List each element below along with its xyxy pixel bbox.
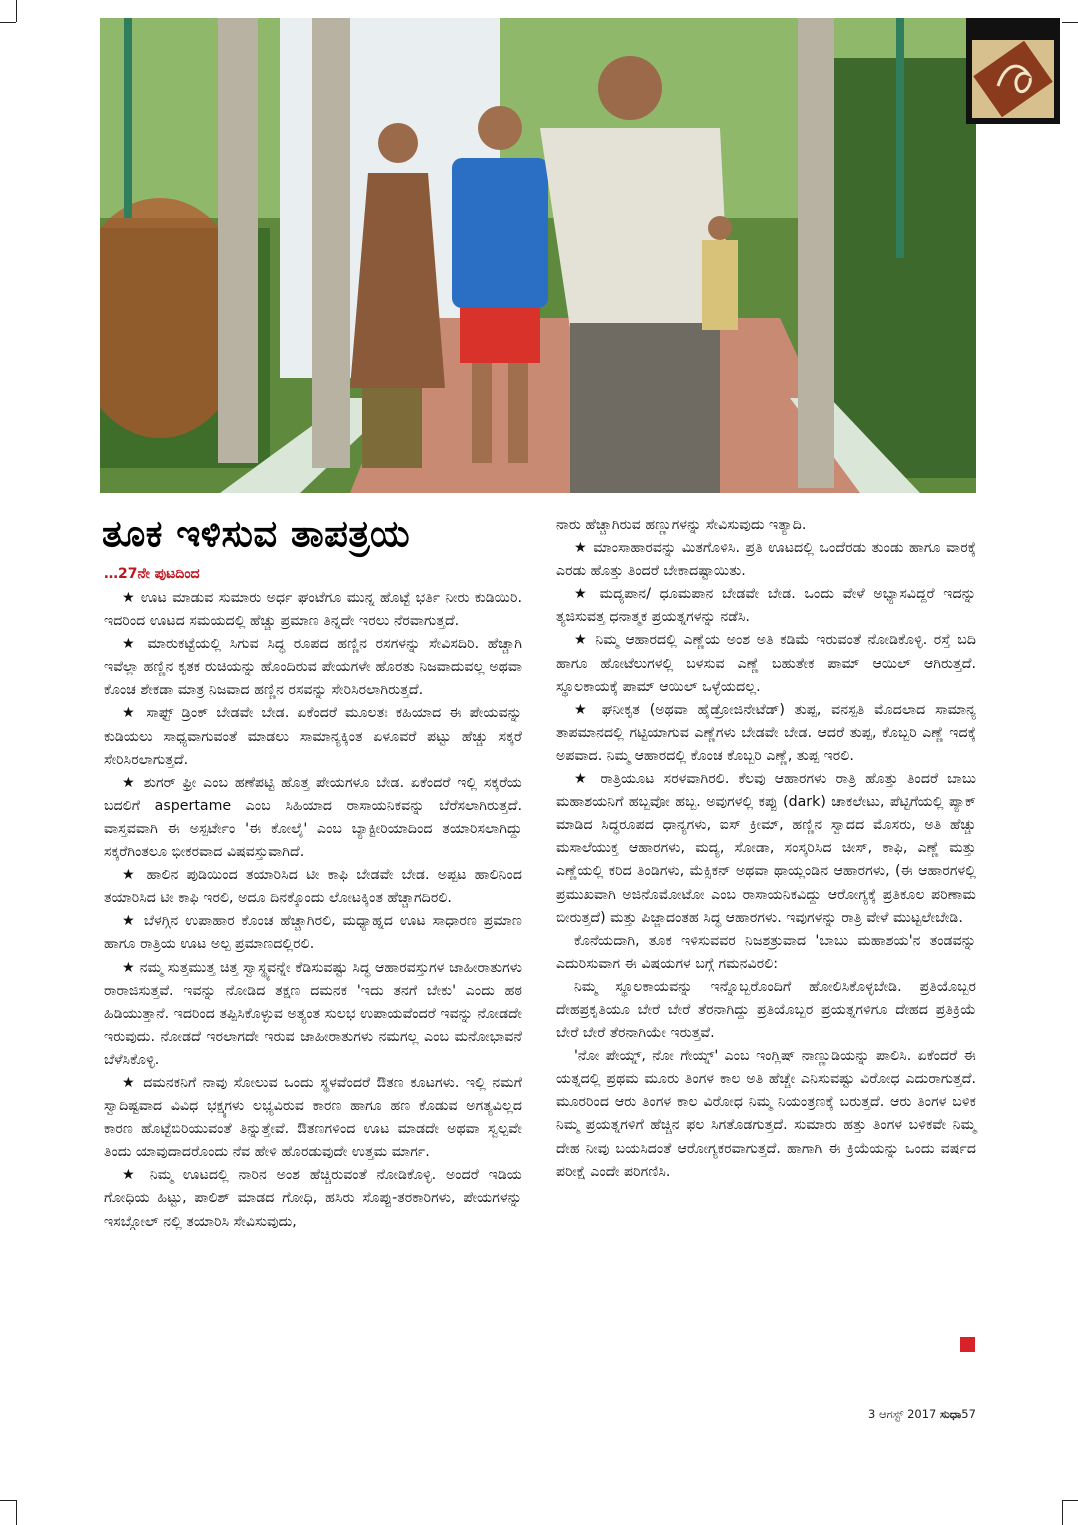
paragraph: ★ ನಿಮ್ಮ ಊಟದಲ್ಲಿ ನಾರಿನ ಅಂಶ ಹೆಚ್ಚಿರುವಂತೆ ನೋಡಿಕೊಳ್ಳಿ. ಅಂದರೆ ಇಡಿಯ ಗೋಧಿಯ ಹಿಟ್ಟು, ಪಾಲಿಶ್ ಮಾಡದ ಗೋಧಿ, ಹಸಿರು ಸೊಪ್ಪು-ತರಕಾರಿಗಳು, ಪೇಯಗಳನ್ನು ಇಸಬ್ಗೋಲ್ ನಲ್ಲಿ ತಯಾರಿಸಿ ಸೇವಿಸುವುದು, — [104, 1167, 522, 1230]
paragraph: ನಾರು ಹೆಚ್ಚಾಗಿರುವ ಹಣ್ಣುಗಳನ್ನು ಸೇವಿಸುವುದು ಇತ್ಯಾದಿ. — [556, 517, 807, 533]
hero-photo — [100, 18, 976, 493]
paragraph: 'ನೋ ಪೇಯ್ನ್, ನೋ ಗೇಯ್ನ್' ಎಂಬ ಇಂಗ್ಲಿಷ್ ನಾಣ್ಣುಡಿಯನ್ನು ಪಾಲಿಸಿ. ಏಕೆಂದರೆ ಈ ಯತ್ನದಲ್ಲಿ ಪ್ರಥಮ ಮೂರು ತಿಂಗಳ ಕಾಲ ಅತಿ ಹೆಚ್ಚೇ ಎನಿಸುವಷ್ಟು ವಿರೋಧ ಎದುರಾಗುತ್ತದೆ. ಮೂರರಿಂದ ಆರು ತಿಂಗಳ ಕಾಲ ವಿರೋಧ ನಿಮ್ಮ ನಿಯಂತ್ರಣಕ್ಕೆ ಬರುತ್ತದೆ. ಆರು ತಿಂಗಳ ಬಳಿಕ ನಿಮ್ಮ ಪ್ರಯತ್ನಗಳಿಗೆ ಹೆಚ್ಚಿನ ಫಲ ಸಿಗತೊಡಗುತ್ತದೆ. ಸುಮಾರು ಹತ್ತು ತಿಂಗಳ ಬಳಿಕವೇ ನಿಮ್ಮ ದೇಹ ನೀವು ಬಯಸಿದಂತೆ ಆರೋಗ್ಯಕರವಾಗುತ್ತದೆ. ಹಾಗಾಗಿ ಈ ಕ್ರಿಯೆಯನ್ನು ಒಂದು ವರ್ಷದ ಪರೀಕ್ಷೆ ಎಂದೇ ಪರಿಗಣಿಸಿ. — [556, 1048, 976, 1180]
magazine-logo-icon — [972, 40, 1054, 118]
paragraph: ★ ನಮ್ಮ ಸುತ್ತಮುತ್ತ ಚಿತ್ತ ಸ್ವಾಸ್ಥ್ಯವನ್ನೇ ಕೆಡಿಸುವಷ್ಟು ಸಿದ್ಧ ಆಹಾರವಸ್ತುಗಳ ಜಾಹೀರಾತುಗಳು ರಾರಾಜಿಸುತ್ತವೆ. ಇವನ್ನು ನೋಡಿದ ತಕ್ಷಣ ದಮನಕ 'ಇದು ತನಗೆ ಬೇಕು' ಎಂದು ಹಠ ಹಿಡಿಯುತ್ತಾನೆ. ಇದರಿಂದ ತಪ್ಪಿಸಿಕೊಳ್ಳುವ ಅತ್ಯಂತ ಸುಲಭ ಉಪಾಯವೆಂದರೆ ಇವನ್ನು ನೋಡದೇ ಇರುವುದು. ನೋಡದೆ ಇರಲಾಗದೇ ಇರುವ ಜಾಹೀರಾತುಗಳು ನಮಗಲ್ಲ ಎಂಬ ಮನೋಭಾವನೆ ಬೆಳೆಸಿಕೊಳ್ಳಿ. — [104, 959, 522, 1068]
paragraph: ★ ರಾತ್ರಿಯೂಟ ಸರಳವಾಗಿರಲಿ. ಕೆಲವು ಆಹಾರಗಳು ರಾತ್ರಿ ಹೊತ್ತು ತಿಂದರೆ ಬಾಬು ಮಹಾಶಯನಿಗೆ ಹಬ್ಬವೋ ಹಬ್ಬ. ಅವುಗಳಲ್ಲಿ ಕಪ್ಪು (dark) ಚಾಕಲೇಟು, ಪೆಟ್ಟಿಗೆಯಲ್ಲಿ ಪ್ಯಾಕ್ ಮಾಡಿದ ಸಿದ್ಧರೂಪದ ಧಾನ್ಯಗಳು, ಐಸ್ ಕ್ರೀಮ್, ಹಣ್ಣಿನ ಸ್ವಾದದ ಮೊಸರು, ಅತಿ ಹೆಚ್ಚು ಮಸಾಲೆಯುಕ್ತ ಆಹಾರಗಳು, ಮದ್ಯ, ಸೋಡಾ, ಸಂಸ್ಕರಿಸಿದ ಚೀಸ್, ಕಾಫಿ, ಎಣ್ಣೆ ಮತ್ತು ಎಣ್ಣೆಯಲ್ಲಿ ಕರಿದ ತಿಂಡಿಗಳು, ಮೆಕ್ಸಿಕನ್ ಅಥವಾ ಥಾಯ್ಲಂಡಿನ ಆಹಾರಗಳು, (ಈ ಆಹಾರಗಳಲ್ಲಿ ಪ್ರಮುಖವಾಗಿ ಅಜಿನೊಮೋಟೋ ಎಂಬ ರಾಸಾಯನಿಕವಿದ್ದು ಆರೋಗ್ಯಕ್ಕೆ ಪ್ರತಿಕೂಲ ಪರಿಣಾಮ ಬೀರುತ್ತದೆ) ಮತ್ತು ಪಿಜ್ಜಾದಂತಹ ಸಿದ್ಧ ಆಹಾರಗಳು. ಇವುಗಳನ್ನು ರಾತ್ರಿ ವೇಳೆ ಮುಟ್ಟಲೇಬೇಡಿ. — [556, 771, 976, 926]
crop-mark-top-left-v — [16, 0, 17, 22]
article-column-left — [104, 587, 522, 1234]
paragraph: ★ ಘನೀಕೃತ (ಅಥವಾ ಹೈಡ್ರೋಜಿನೇಟೆಡ್) ತುಪ್ಪ, ವನಸ್ಪತಿ ಮೊದಲಾದ ಸಾಮಾನ್ಯ ತಾಪಮಾನದಲ್ಲಿ ಗಟ್ಟಿಯಾಗುವ ಎಣ್ಣೆಗಳು ಬೇಡವೇ ಬೇಡ. ಆದರೆ ತುಪ್ಪ, ಕೊಬ್ಬರಿ ಎಣ್ಣೆ ಇದಕ್ಕೆ ಅಪವಾದ. ನಿಮ್ಮ ಆಹಾರದಲ್ಲಿ ಕೊಂಚ ಕೊಬ್ಬರಿ ಎಣ್ಣೆ, ತುಪ್ಪ ಇರಲಿ. — [556, 701, 976, 764]
paragraph: ★ ಶುಗರ್ ಫ್ರೀ ಎಂಬ ಹಣೆಪಟ್ಟಿ ಹೊತ್ತ ಪೇಯಗಳೂ ಬೇಡ. ಏಕೆಂದರೆ ಇಲ್ಲಿ ಸಕ್ಕರೆಯ ಬದಲಿಗೆ aspertame ಎಂಬ ಸಿಹಿಯಾದ ರಾಸಾಯನಿಕವನ್ನು ಬೆರೆಸಲಾಗಿರುತ್ತದೆ. ವಾಸ್ತವವಾಗಿ ಈ ಅಸ್ಪರ್ಟೇಂ 'ಈ ಕೋಲೈ' ಎಂಬ ಬ್ಯಾಕ್ಟೀರಿಯಾದಿಂದ ತಯಾರಿಸಲಾಗಿದ್ದು ಸಕ್ಕರೆಗಿಂತಲೂ ಭೀಕರವಾದ ವಿಷವಸ್ತುವಾಗಿದೆ. — [104, 774, 522, 861]
crop-mark-top-left — [0, 22, 16, 23]
paragraph: ★ ಮದ್ಯಪಾನ/ ಧೂಮಪಾನ ಬೇಡವೇ ಬೇಡ. ಒಂದು ವೇಳೆ ಅಭ್ಯಾಸವಿದ್ದರೆ ಇದನ್ನು ತ್ಯಜಿಸುವತ್ತ ಧನಾತ್ಮಕ ಪ್ರಯತ್ನಗಳನ್ನು ನಡೆಸಿ. — [556, 586, 976, 626]
crop-mark-bottom-right-v — [1062, 1500, 1063, 1525]
article-end-mark — [960, 1337, 975, 1352]
paragraph: ★ ನಿಮ್ಮ ಆಹಾರದಲ್ಲಿ ಎಣ್ಣೆಯ ಅಂಶ ಅತಿ ಕಡಿಮೆ ಇರುವಂತೆ ನೋಡಿಕೊಳ್ಳಿ. ರಸ್ತೆ ಬದಿ ಹಾಗೂ ಹೋಟೆಲುಗಳಲ್ಲಿ ಬಳಸುವ ಎಣ್ಣೆ ಬಹುತೇಕ ಪಾಮ್ ಆಯಿಲ್ ಆಗಿರುತ್ತದೆ. ಸ್ಥೂಲಕಾಯಕ್ಕೆ ಪಾಮ್ ಆಯಿಲ್ ಒಳ್ಳೆಯದಲ್ಲ. — [556, 632, 976, 695]
page-footer — [868, 1407, 976, 1422]
paragraph: ★ ಊಟ ಮಾಡುವ ಸುಮಾರು ಅರ್ಧ ಘಂಟೆಗೂ ಮುನ್ನ ಹೊಟ್ಟೆ ಭರ್ತಿ ನೀರು ಕುಡಿಯಿರಿ. ಇದರಿಂದ ಊಟದ ಸಮಯದಲ್ಲಿ ಹೆಚ್ಚು ಪ್ರಮಾಣ ತಿನ್ನದೇ ಇರಲು ನೆರವಾಗುತ್ತದೆ. — [104, 590, 522, 630]
photo-illustration — [100, 18, 976, 493]
footer-magazine-name: ಸುಧಾ — [940, 1407, 962, 1421]
paragraph: ★ ದಮನಕನಿಗೆ ನಾವು ಸೋಲುವ ಒಂದು ಸ್ಥಳವೆಂದರೆ ಔತಣ ಕೂಟಗಳು. ಇಲ್ಲಿ ನಮಗೆ ಸ್ವಾದಿಷ್ಟವಾದ ವಿವಿಧ ಭಕ್ಷ್ಯಗಳು ಲಭ್ಯವಿರುವ ಕಾರಣ ಹಾಗೂ ಹಣ ಕೊಡುವ ಅಗತ್ಯವಿಲ್ಲದ ಕಾರಣ ಹೊಟ್ಟೆಬಿರಿಯುವಂತೆ ತಿನ್ನುತ್ತೇವೆ. ಔತಣಗಳಿಂದ ಊಟ ಮಾಡದೇ ಅಥವಾ ಸ್ವಲ್ಪವೇ ತಿಂದು ಯಾವುದಾದರೊಂದು ನೆವ ಹೇಳಿ ಹೊರಡುವುದೇ ಉತ್ತಮ ಮಾರ್ಗ. — [104, 1074, 522, 1161]
footer-date: 3 ಆಗಸ್ಟ್ 2017 — [868, 1407, 937, 1421]
crop-mark-bottom-left-v — [16, 1500, 17, 1525]
paragraph: ★ ಮಾಂಸಾಹಾರವನ್ನು ಮಿತಗೊಳಿಸಿ. ಪ್ರತಿ ಊಟದಲ್ಲಿ ಒಂದೆರಡು ತುಂಡು ಹಾಗೂ ವಾರಕ್ಕೆ ಎರಡು ಹೊತ್ತು ತಿಂದರೆ ಬೇಕಾದಷ್ಟಾಯಿತು. — [556, 540, 976, 580]
paragraph: ★ ಸಾಫ್ಟ್ ಡ್ರಿಂಕ್ ಬೇಡವೇ ಬೇಡ. ಏಕೆಂದರೆ ಮೂಲತಃ ಕಹಿಯಾದ ಈ ಪೇಯವನ್ನು ಕುಡಿಯಲು ಸಾಧ್ಯವಾಗುವಂತೆ ಮಾಡಲು ಸಾಮಾನ್ಯಕ್ಕಿಂತ ಏಳೂವರೆ ಪಟ್ಟು ಹೆಚ್ಚು ಸಕ್ಕರೆ ಸೇರಿಸಿರಲಾಗುತ್ತದೆ. — [104, 705, 522, 768]
paragraph: ಕೊನೆಯದಾಗಿ, ತೂಕ ಇಳಿಸುವವರ ನಿಜಶತ್ರುವಾದ 'ಬಾಬು ಮಹಾಶಯ'ನ ತಂಡವನ್ನು ಎದುರಿಸುವಾಗ ಈ ವಿಷಯಗಳ ಬಗ್ಗೆ ಗಮನವಿರಲಿ: — [556, 932, 976, 972]
paragraph: ★ ಬೆಳಗ್ಗಿನ ಉಪಾಹಾರ ಕೊಂಚ ಹೆಚ್ಚಾಗಿರಲಿ, ಮಧ್ಯಾಹ್ನದ ಊಟ ಸಾಧಾರಣ ಪ್ರಮಾಣ ಹಾಗೂ ರಾತ್ರಿಯ ಊಟ ಅಲ್ಪ ಪ್ರಮಾಣದಲ್ಲಿರಲಿ. — [104, 913, 522, 953]
page-number: 57 — [961, 1407, 976, 1421]
paragraph: ★ ಹಾಲಿನ ಪುಡಿಯಿಂದ ತಯಾರಿಸಿದ ಟೀ ಕಾಫಿ ಬೇಡವೇ ಬೇಡ. ಅಪ್ಪಟ ಹಾಲಿನಿಂದ ತಯಾರಿಸಿದ ಟೀ ಕಾಫಿ ಇರಲಿ, ಅದೂ ದಿನಕ್ಕೊಂದು ಲೋಟಕ್ಕಿಂತ ಹೆಚ್ಚಾಗದಿರಲಿ. — [104, 867, 522, 907]
continued-from-label: …27ನೇ ಪುಟದಿಂದ — [104, 566, 200, 582]
crop-mark-top-right — [1062, 22, 1078, 23]
paragraph: ★ ಮಾರುಕಟ್ಟೆಯಲ್ಲಿ ಸಿಗುವ ಸಿದ್ಧ ರೂಪದ ಹಣ್ಣಿನ ರಸಗಳನ್ನು ಸೇವಿಸದಿರಿ. ಹೆಚ್ಚಾಗಿ ಇವೆಲ್ಲಾ ಹಣ್ಣಿನ ಕೃತಕ ರುಚಿಯನ್ನು ಹೊಂದಿರುವ ಪೇಯಗಳೇ ಹೊರತು ನಿಜವಾದುವಲ್ಲ ಅಥವಾ ಕೊಂಚ ಶೇಕಡಾ ಮಾತ್ರ ನಿಜವಾದ ಹಣ್ಣಿನ ರಸವನ್ನು ಸೇರಿಸಿರಲಾಗಿರುತ್ತದೆ. — [104, 636, 522, 699]
magazine-logo — [966, 18, 1060, 124]
crop-mark-bottom-right — [1062, 1500, 1078, 1501]
crop-mark-bottom-left — [0, 1500, 16, 1501]
article-column-right — [556, 514, 976, 1184]
article-title: ತೂಕ ಇಳಿಸುವ ತಾಪತ್ರಯ — [102, 512, 411, 555]
paragraph: ನಿಮ್ಮ ಸ್ಥೂಲಕಾಯವನ್ನು ಇನ್ನೊಬ್ಬರೊಂದಿಗೆ ಹೋಲಿಸಿಕೊಳ್ಳಬೇಡಿ. ಪ್ರತಿಯೊಬ್ಬರ ದೇಹಪ್ರಕೃತಿಯೂ ಬೇರೆ ಬೇರೆ ತೆರನಾಗಿದ್ದು ಪ್ರತಿಯೊಬ್ಬರ ಪ್ರಯತ್ನಗಳಿಗೂ ದೇಹದ ಪ್ರತಿಕ್ರಿಯೆ ಬೇರೆ ಬೇರೆ ತೆರನಾಗಿಯೇ ಇರುತ್ತವೆ. — [556, 978, 976, 1042]
